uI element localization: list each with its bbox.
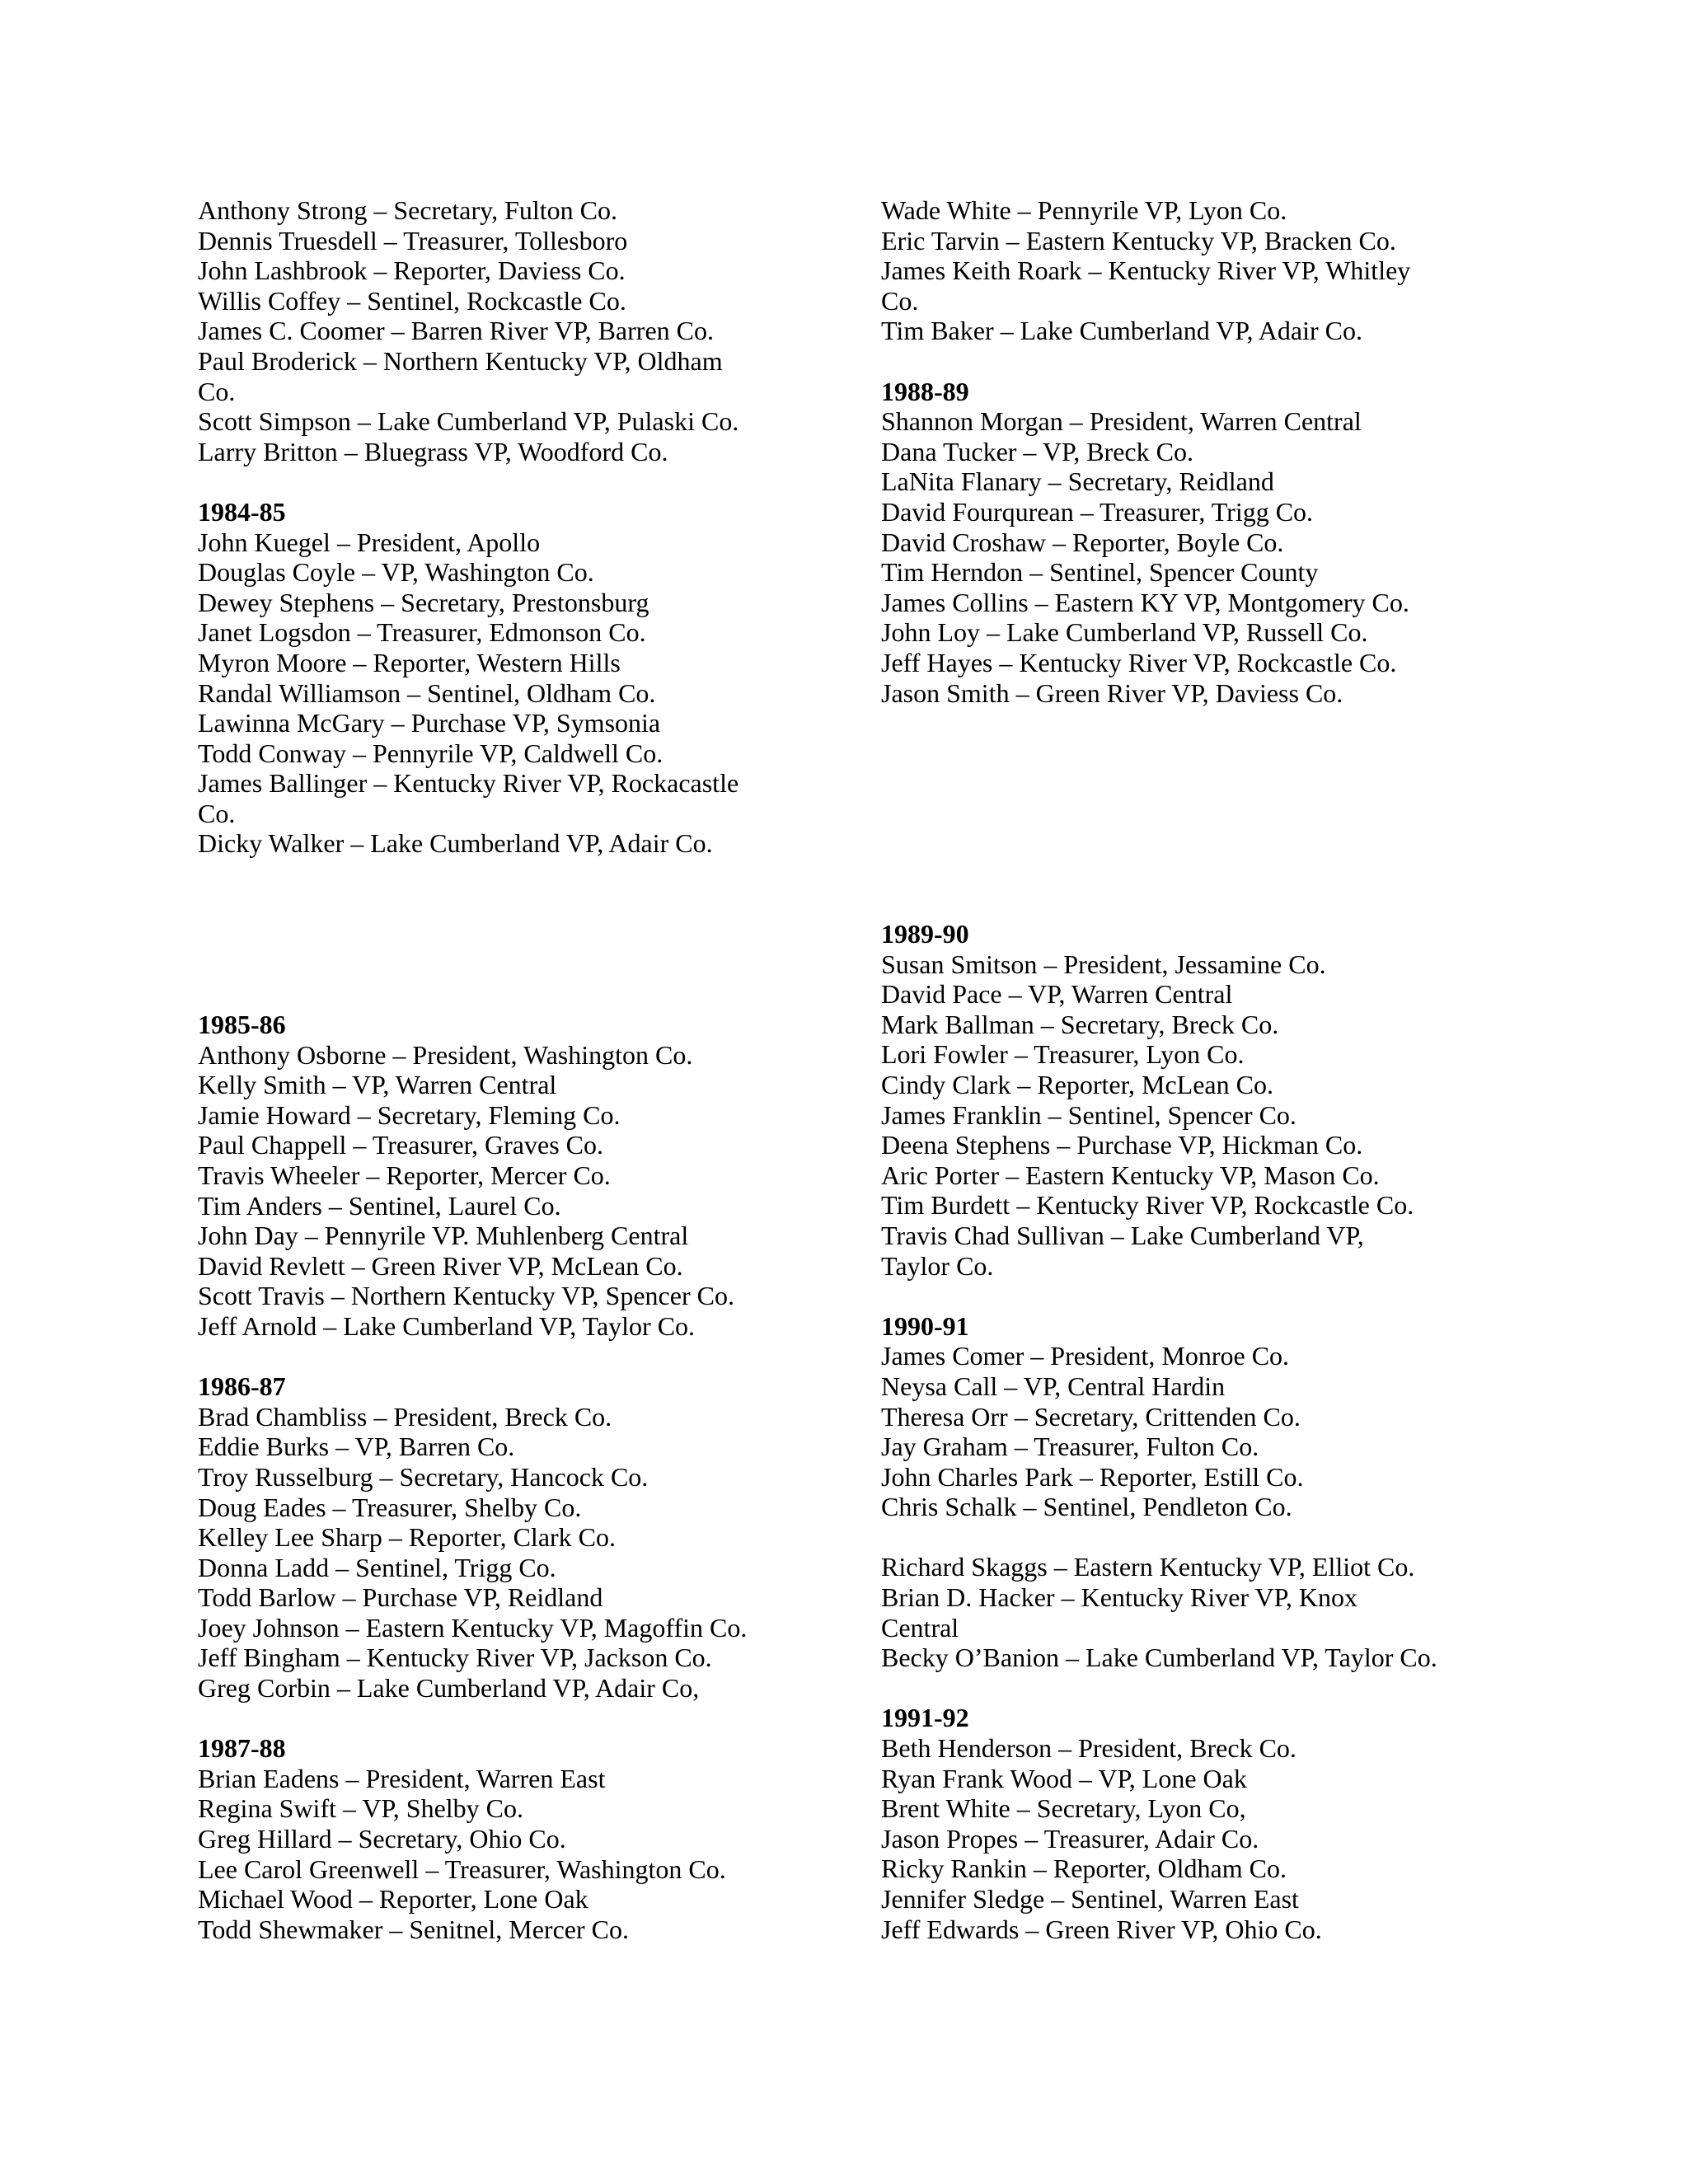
officer-entry: Cindy Clark – Reporter, McLean Co. — [881, 1069, 1273, 1099]
officer-entry: Todd Barlow – Purchase VP, Reidland — [198, 1582, 603, 1613]
officer-entry: Paul Chappell – Treasurer, Graves Co. — [198, 1130, 603, 1160]
spacer — [198, 1704, 747, 1734]
officer-entry: Todd Shewmaker – Senitnel, Mercer Co. — [198, 1914, 629, 1944]
officer-entry: Greg Corbin – Lake Cumberland VP, Adair Co, — [198, 1673, 700, 1704]
officer-entry: Dennis Truesdell – Treasurer, Tollesboro — [198, 225, 628, 255]
officer-entry: Anthony Strong – Secretary, Fulton Co. — [198, 195, 617, 225]
officer-entry: Becky O’Banion – Lake Cumberland VP, Taylor Co. — [881, 1643, 1437, 1673]
officer-entry: Randal Williamson – Sentinel, Oldham Co. — [198, 677, 656, 708]
officer-entry: David Fourqurean – Treasurer, Trigg Co. — [881, 496, 1314, 527]
officer-entry: Jason Propes – Treasurer, Adair Co. — [881, 1823, 1259, 1854]
officer-entry: Greg Hillard – Secretary, Ohio Co. — [198, 1824, 566, 1854]
officer-entry: Ricky Rankin – Reporter, Oldham Co. — [881, 1854, 1287, 1884]
officer-entry: Douglas Coyle – VP, Washington Co. — [198, 557, 594, 588]
officer-entry: Doug Eades – Treasurer, Shelby Co. — [198, 1492, 582, 1522]
officer-list-1985 — [198, 1040, 747, 1342]
officer-entry: Tim Herndon – Sentinel, Spencer County — [881, 557, 1319, 588]
spacer — [198, 1342, 747, 1372]
officer-entry: Jeff Bingham – Kentucky River VP, Jackson Co. — [198, 1643, 712, 1673]
officer-entry: Willis Coffey – Sentinel, Rockcastle Co. — [198, 285, 626, 316]
officer-entry: Neysa Call – VP, Central Hardin — [881, 1371, 1226, 1401]
officer-list-1986 — [198, 1402, 747, 1704]
officer-entry: James Ballinger – Kentucky River VP, Rockacastle — [198, 768, 739, 799]
officer-entry: Susan Smitson – President, Jessamine Co. — [881, 949, 1326, 979]
officer-entry: Central — [881, 1612, 959, 1643]
officer-entry: Chris Schalk – Sentinel, Pendleton Co. — [881, 1492, 1292, 1522]
officer-entry: Scott Simpson – Lake Cumberland VP, Pulaski Co. — [198, 406, 739, 437]
spacer — [881, 1673, 1437, 1704]
left-column-bottom — [198, 1010, 747, 1944]
officer-entry: Paul Broderick – Northern Kentucky VP, Oldham — [198, 345, 723, 376]
officer-entry: Eric Tarvin – Eastern Kentucky VP, Bracken Co. — [881, 225, 1396, 255]
officer-entry: Jamie Howard – Secretary, Fleming Co. — [198, 1099, 621, 1130]
year-heading: 1990-91 — [881, 1310, 969, 1341]
officer-entry: Taylor Co. — [881, 1250, 994, 1281]
officer-entry: Aric Porter – Eastern Kentucky VP, Mason Co. — [881, 1160, 1380, 1190]
spacer — [198, 466, 738, 497]
officer-entry: Tim Anders – Sentinel, Laurel Co. — [198, 1190, 561, 1221]
spacer — [881, 1281, 1437, 1311]
officer-entry: Brian Eadens – President, Warren East — [198, 1763, 606, 1793]
year-heading: 1986-87 — [198, 1371, 286, 1402]
officer-list-1989 — [881, 949, 1437, 1282]
officer-entry: Anthony Osborne – President, Washington Co. — [198, 1039, 693, 1070]
officer-entry: James Comer – President, Monroe Co. — [881, 1341, 1290, 1371]
year-heading: 1987-88 — [198, 1733, 286, 1764]
officer-entry: James C. Coomer – Barren River VP, Barren Co. — [198, 316, 714, 346]
right-column-bottom — [881, 919, 1437, 1944]
officer-entry: John Lashbrook – Reporter, Daviess Co. — [198, 255, 626, 286]
officer-list-right-a — [881, 195, 1410, 346]
year-heading: 1991-92 — [881, 1703, 969, 1733]
officer-entry: Kelly Smith – VP, Warren Central — [198, 1070, 557, 1100]
officer-entry: Mark Ballman – Secretary, Breck Co. — [881, 1009, 1279, 1039]
officer-entry: Dicky Walker – Lake Cumberland VP, Adair Co. — [198, 828, 713, 859]
officer-entry: Theresa Orr – Secretary, Crittenden Co. — [881, 1401, 1301, 1432]
officer-entry: Regina Swift – VP, Shelby Co. — [198, 1793, 523, 1824]
officer-entry: Lori Fowler – Treasurer, Lyon Co. — [881, 1039, 1245, 1070]
officer-entry: Jennifer Sledge – Sentinel, Warren East — [881, 1884, 1299, 1914]
spacer — [881, 346, 1410, 377]
officer-entry: Tim Baker – Lake Cumberland VP, Adair Co. — [881, 316, 1362, 346]
officer-entry: Troy Russelburg – Secretary, Hancock Co. — [198, 1461, 649, 1492]
officer-entry: Donna Ladd – Sentinel, Trigg Co. — [198, 1552, 556, 1582]
officer-entry: Lawinna McGary – Purchase VP, Symsonia — [198, 708, 661, 738]
officer-entry: Jay Graham – Treasurer, Fulton Co. — [881, 1432, 1259, 1462]
officer-entry: David Croshaw – Reporter, Boyle Co. — [881, 527, 1284, 557]
officer-list-1991 — [881, 1733, 1437, 1944]
year-heading: 1984-85 — [198, 496, 286, 527]
officer-entry: James Keith Roark – Kentucky River VP, Whitley — [881, 255, 1411, 286]
left-column-top — [198, 195, 738, 859]
year-heading: 1988-89 — [881, 376, 969, 406]
officer-entry: Tim Burdett – Kentucky River VP, Rockcastle Co. — [881, 1190, 1414, 1221]
officer-entry: Janet Logsdon – Treasurer, Edmonson Co. — [198, 617, 646, 648]
year-heading: 1985-86 — [198, 1010, 286, 1039]
officer-entry: Joey Johnson – Eastern Kentucky VP, Magoffin Co. — [198, 1612, 748, 1643]
officer-entry: Richard Skaggs – Eastern Kentucky VP, Elliot Co. — [881, 1552, 1415, 1582]
officer-entry: Eddie Burks – VP, Barren Co. — [198, 1432, 515, 1462]
officer-entry: Dewey Stephens – Secretary, Prestonsburg — [198, 587, 649, 617]
officer-entry: Kelley Lee Sharp – Reporter, Clark Co. — [198, 1522, 617, 1553]
officer-list-1987 — [198, 1764, 747, 1945]
officer-entry: Scott Travis – Northern Kentucky VP, Spencer Co. — [198, 1281, 734, 1311]
officer-list-1988 — [881, 406, 1410, 708]
officer-entry: Travis Wheeler – Reporter, Mercer Co. — [198, 1160, 611, 1190]
officer-entry: Jeff Edwards – Green River VP, Ohio Co. — [881, 1914, 1322, 1944]
officer-entry: Dana Tucker – VP, Breck Co. — [881, 436, 1193, 466]
officer-entry: Co. — [198, 798, 236, 828]
officer-entry: Brad Chambliss – President, Breck Co. — [198, 1401, 612, 1432]
officer-entry: Jeff Hayes – Kentucky River VP, Rockcastle Co. — [881, 647, 1397, 677]
officer-entry: Lee Carol Greenwell – Treasurer, Washington Co. — [198, 1854, 726, 1884]
officer-list-1990-b — [881, 1552, 1437, 1672]
year-heading: 1989-90 — [881, 919, 969, 949]
officer-entry: Co. — [881, 285, 919, 316]
right-column-top — [881, 195, 1410, 708]
officer-entry: Todd Conway – Pennyrile VP, Caldwell Co. — [198, 738, 663, 768]
officer-entry: David Pace – VP, Warren Central — [881, 979, 1233, 1010]
officer-entry: Michael Wood – Reporter, Lone Oak — [198, 1884, 588, 1915]
officer-list-1990 — [881, 1341, 1437, 1522]
officer-entry: Jeff Arnold – Lake Cumberland VP, Taylor Co. — [198, 1310, 696, 1341]
officer-entry: Brian D. Hacker – Kentucky River VP, Knox — [881, 1582, 1357, 1613]
officer-entry: Deena Stephens – Purchase VP, Hickman Co. — [881, 1130, 1363, 1160]
officer-entry: Brent White – Secretary, Lyon Co, — [881, 1793, 1246, 1824]
officer-entry: John Charles Park – Reporter, Estill Co. — [881, 1461, 1304, 1492]
officer-entry: Myron Moore – Reporter, Western Hills — [198, 647, 621, 677]
officer-entry: Ryan Frank Wood – VP, Lone Oak — [881, 1763, 1247, 1793]
officer-entry: Larry Britton – Bluegrass VP, Woodford Co. — [198, 436, 668, 466]
officer-entry: James Franklin – Sentinel, Spencer Co. — [881, 1099, 1296, 1130]
officer-entry: Jason Smith – Green River VP, Daviess Co. — [881, 677, 1343, 708]
officer-list-1984 — [198, 527, 738, 860]
officer-entry: LaNita Flanary – Secretary, Reidland — [881, 466, 1274, 497]
officer-entry: John Day – Pennyrile VP. Muhlenberg Central — [198, 1221, 689, 1251]
officer-entry: Co. — [198, 376, 236, 406]
officer-entry: Travis Chad Sullivan – Lake Cumberland VP, — [881, 1220, 1364, 1250]
officer-entry: John Loy – Lake Cumberland VP, Russell Co. — [881, 617, 1368, 648]
officer-entry: Wade White – Pennyrile VP, Lyon Co. — [881, 195, 1287, 225]
officer-list-left-a — [198, 195, 738, 466]
officer-entry: James Collins – Eastern KY VP, Montgomery Co. — [881, 587, 1409, 617]
officer-entry: John Kuegel – President, Apollo — [198, 527, 541, 557]
officer-entry: Beth Henderson – President, Breck Co. — [881, 1733, 1296, 1764]
officer-entry: David Revlett – Green River VP, McLean Co. — [198, 1250, 683, 1281]
officer-entry: Shannon Morgan – President, Warren Central — [881, 406, 1362, 437]
spacer — [881, 1522, 1437, 1553]
